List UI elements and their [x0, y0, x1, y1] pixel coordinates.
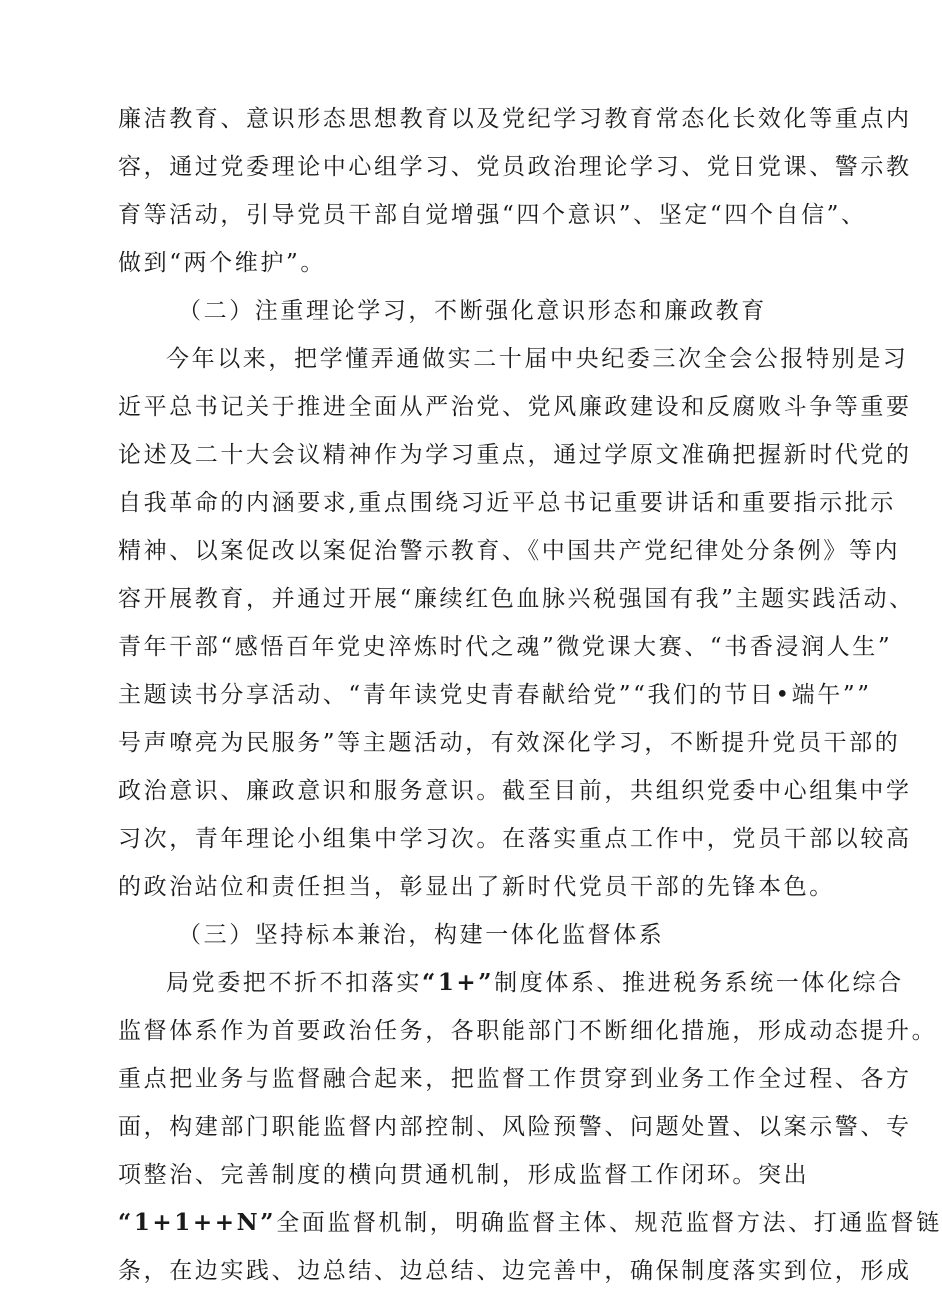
paragraph-line: 重点把业务与监督融合起来，把监督工作贯穿到业务工作全过程、各方	[118, 1066, 912, 1092]
paragraph-line: 条，在边实践、边总结、边总结、边完善中，确保制度落实到位，形成	[118, 1258, 912, 1284]
paragraph-line: 监督体系作为首要政治任务，各职能部门不断细化措施，形成动态提升。	[118, 1018, 938, 1044]
paragraph-line: 廉洁教育、意识形态思想教育以及党纪学习教育常态化长效化等重点内	[118, 106, 912, 132]
paragraph-line	[166, 968, 904, 998]
section-heading-2: （二）注重理论学习，不断强化意识形态和廉政教育	[178, 298, 767, 324]
text-segment: 制度体系、推进税务系统一体化综合	[494, 970, 904, 996]
bold-term: “1+1++N”	[118, 1209, 277, 1236]
paragraph-line: 主题读书分享活动、“青年读党史青春献给党”“我们的节日•端午””	[118, 682, 872, 708]
bold-term: “1+”	[422, 969, 495, 996]
paragraph-line: 精神、以案促改以案促治警示教育、《中国共产党纪律处分条例》等内	[118, 538, 901, 564]
paragraph-line: 项整治、完善制度的横向贯通机制，形成监督工作闭环。突出	[118, 1162, 810, 1188]
paragraph-line: 青年干部“感悟百年党史淬炼时代之魂”微党课大赛、“书香浸润人生”	[118, 634, 893, 660]
paragraph-line: 近平总书记关于推进全面从严治党、党风廉政建设和反腐败斗争等重要	[118, 394, 912, 420]
paragraph-line: 习次，青年理论小组集中学习次。在落实重点工作中，党员干部以较高	[118, 826, 912, 852]
paragraph-line: 的政治站位和责任担当，彰显出了新时代党员干部的先锋本色。	[118, 874, 835, 900]
paragraph-line: 做到“两个维护”。	[118, 250, 326, 276]
paragraph-line: 政治意识、廉政意识和服务意识。截至目前，共组织党委中心组集中学	[118, 778, 912, 804]
paragraph-line: 育等活动，引导党员干部自觉增强“四个意识”、坚定“四个自信”、	[118, 202, 867, 228]
paragraph-line	[118, 1208, 942, 1238]
paragraph-line: 容开展教育，并通过开展“廉续红色血脉兴税强国有我”主题实践活动、	[118, 586, 915, 612]
paragraph-line: 自我革命的内涵要求,重点围绕习近平总书记重要讲话和重要指示批示	[118, 490, 896, 516]
paragraph-line: 容，通过党委理论中心组学习、党员政治理论学习、党日党课、警示教	[118, 154, 912, 180]
paragraph-line: 今年以来，把学懂弄通做实二十届中央纪委三次全会公报特别是习	[166, 346, 909, 372]
text-segment: 局党委把不折不扣落实	[166, 970, 422, 996]
paragraph-line: 论述及二十大会议精神作为学习重点，通过学原文准确把握新时代党的	[118, 442, 912, 468]
paragraph-line: 面，构建部门职能监督内部控制、风险预警、问题处置、以案示警、专	[118, 1114, 912, 1140]
text-segment: 全面监督机制，明确监督主体、规范监督方法、打通监督链	[276, 1210, 942, 1236]
section-heading-3: （三）坚持标本兼治，构建一体化监督体系	[178, 922, 665, 948]
paragraph-line: 号声嘹亮为民服务”等主题活动，有效深化学习，不断提升党员干部的	[118, 730, 901, 756]
